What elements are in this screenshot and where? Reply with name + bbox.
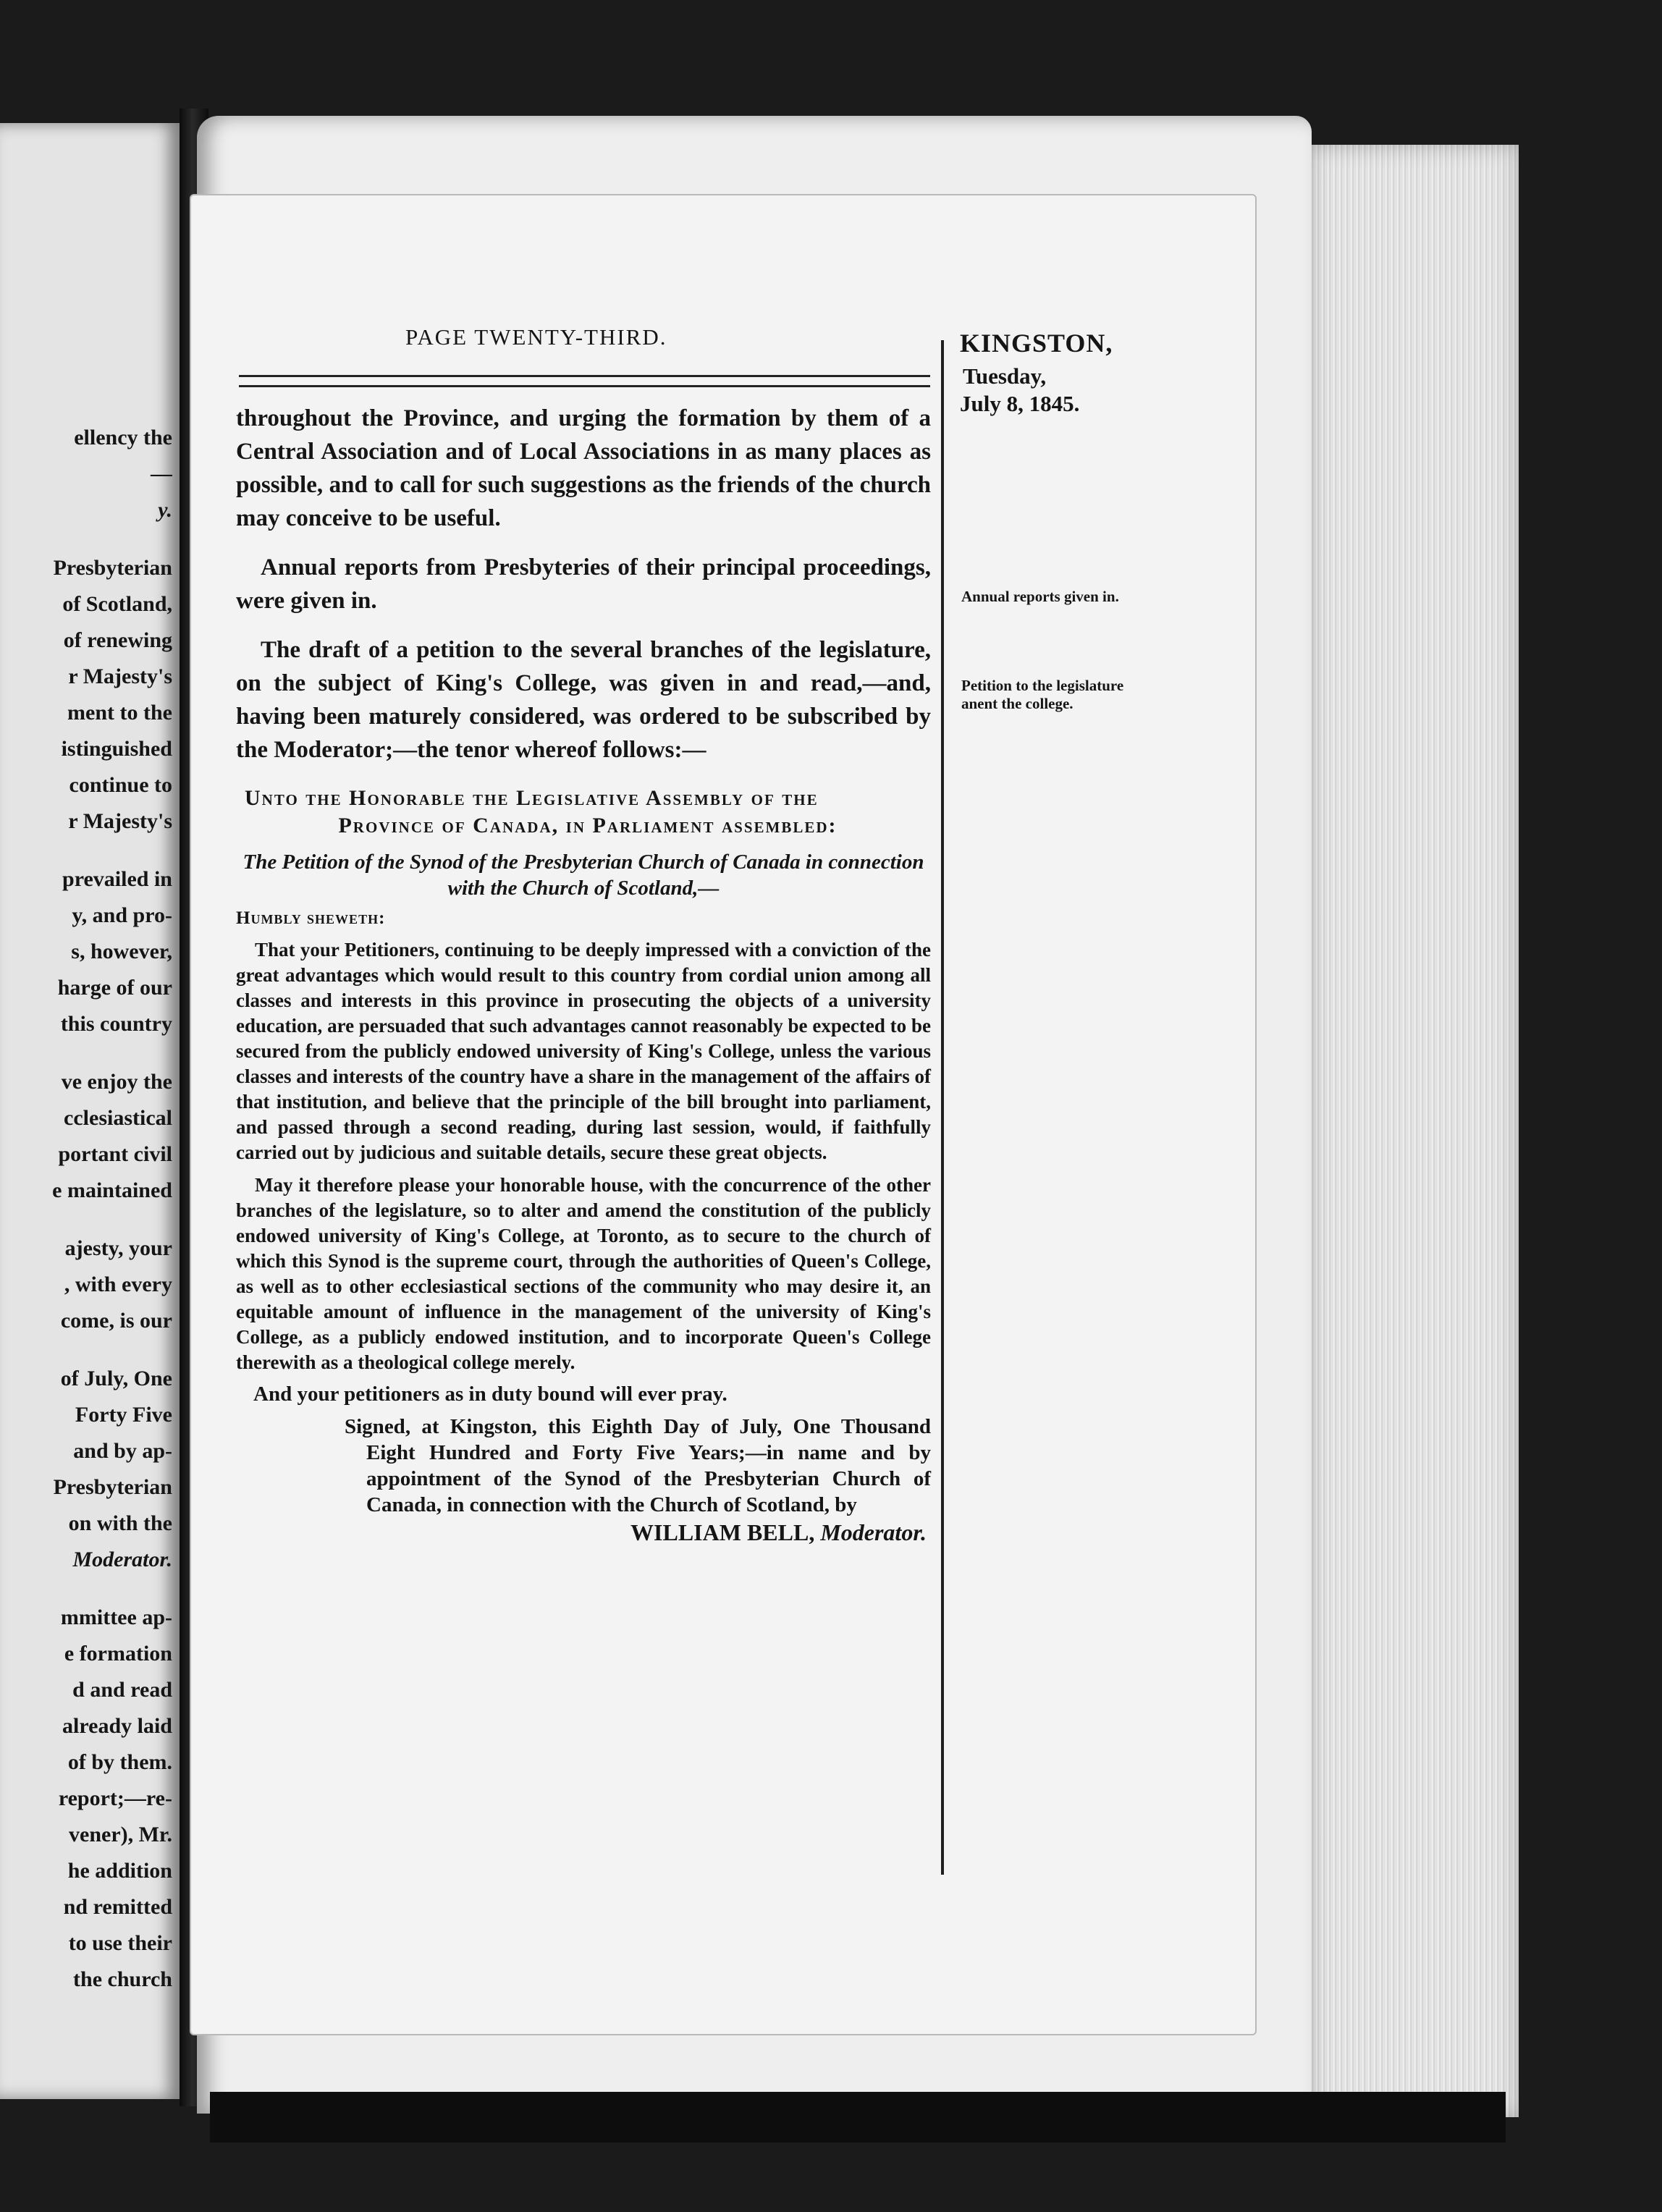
date-heading [960,329,1177,418]
left-page-line: istinguished [61,737,172,761]
moderator-signature [236,1519,931,1546]
petition-address [236,785,931,839]
left-page-paragraph-gap [0,1578,172,1600]
left-page-line: harge of our [57,976,172,1000]
head-double-rule [239,375,930,387]
left-page-line: to use their [68,1931,172,1955]
left-page-paragraph-gap [0,1042,172,1064]
paragraph-annual-reports: Annual reports from Presbyteries of their principal proceedings, were given in. [236,554,931,614]
signature-name: WILLIAM BELL, [630,1519,815,1545]
left-page-line: e maintained [52,1178,172,1202]
left-page-line: nd remitted [63,1895,172,1919]
left-page-line: Presbyterian [53,556,172,580]
running-head: PAGE TWENTY-THIRD. [405,324,667,350]
left-page-line: Presbyterian [53,1475,172,1499]
date-heading-date: July 8, 1845. [960,391,1080,416]
left-page-line: this country [60,1012,172,1036]
address-line-2: Province of Canada, in Parliament assembled: [338,814,838,837]
left-page-line: cclesiastical [64,1106,172,1130]
page-edges [1309,145,1519,2117]
left-page-paragraph-gap [0,1339,172,1361]
left-page-line: report;—re- [58,1786,172,1810]
petition-title: The Petition of the Synod of the Presbyterian Church of Canada in connection with the Church of Scotland,— [242,850,924,900]
left-page-line: come, is our [60,1309,172,1333]
petition-prayer: And your petitioners as in duty bound will ever pray. [253,1382,727,1406]
left-facing-page [0,123,180,2099]
left-page-line: ment to the [67,701,172,725]
paragraph-central-association: throughout the Province, and urging the formation by them of a Central Association and of Local Associations in as many places as possible, and to call for such suggestions as the friends of the church may conceive to be useful. [236,405,931,531]
left-page-line: he addition [67,1859,172,1883]
left-page-line: s, however, [71,940,172,963]
bottom-shadow [210,2092,1506,2143]
left-page-line: ve enjoy the [61,1070,172,1094]
left-page-line: portant civil [58,1142,172,1166]
left-page-line: vener), Mr. [69,1823,172,1846]
left-page-line: of Scotland, [62,592,172,616]
left-page-line: on with the [68,1511,172,1535]
left-page-line: y, and pro- [72,903,172,927]
date-heading-day: Tuesday, [963,363,1047,389]
left-page-line: the church [73,1967,172,1991]
left-page-line: of by them. [67,1750,172,1774]
left-page-line: Moderator. [72,1548,172,1571]
left-page-line: ajesty, your [64,1236,172,1260]
left-page-line: r Majesty's [68,809,172,833]
left-page-line: , with every [64,1272,172,1296]
left-page-line: — [151,462,172,486]
signing-statement: Signed, at Kingston, this Eighth Day of July, One Thousand Eight Hundred and Forty Five Years;—in name and by appointment of the Synod of the Presbyterian Church of Canada, in connection with the Church of Scotland, by [345,1415,931,1516]
margin-note-petition: Petition to the legislature anent the college. [961,677,1124,712]
left-page-line: e formation [64,1642,172,1666]
address-line-1: Unto the Honorable the Legislative Assembly of the [245,786,819,810]
left-page-paragraph-gap [0,840,172,861]
main-text-column [236,402,931,1546]
petition-paragraph-2: May it therefore please your honorable house, with the concurrence of the other branches of the legislature, so to alter and amend the constitution of the publicly endowed university of King's College, at Toronto, as to secure to the church of which this Synod is the supreme court, through the authorities of Queen's College, as well as to other ecclesiastical sections of the community who may desire it, an equitable amount of influence in the management of the university of King's College, as a publicly endowed institution, and to incorporate Queen's College therewith as a theological college merely. [236,1174,931,1373]
left-page-line: Forty Five [75,1403,172,1427]
left-page-line: r Majesty's [68,664,172,688]
left-page-line: mmittee ap- [60,1605,172,1629]
signature-title: Moderator. [820,1519,927,1545]
left-page-line: y. [158,498,172,522]
left-page-paragraph-gap [0,528,172,550]
petition-salutation: Humbly sheweth: [236,908,386,928]
left-page-line: of renewing [63,628,172,652]
left-page-line: continue to [69,773,172,797]
left-page-line: and by ap- [73,1439,172,1463]
left-page-paragraph-gap [0,1209,172,1230]
left-page-line: d and read [72,1678,172,1702]
left-page-line: already laid [62,1714,172,1738]
margin-note-annual-reports: Annual reports given in. [961,588,1119,605]
column-divider-rule [941,340,944,1875]
petition-paragraph-1: That your Petitioners, continuing to be deeply impressed with a conviction of the great advantages which would result to this country from cordial union among all classes and interests in this province in prosecuting the objects of a university education, are persuaded that such advantages cannot reasonably be expected to be secured from the publicly endowed university of King's College, unless the various classes and interests of the country have a share in the management of the affairs of that institution, and believe that the principle of the bill brought into parliament, and passed through a second reading, during last session, would, if faithfully carried out by judicious and suitable details, secure these great objects. [236,939,931,1163]
left-page-line: of July, One [60,1367,172,1390]
left-page-text-column [0,420,172,1998]
paragraph-petition-draft: The draft of a petition to the several branches of the legislature, on the subject of King's College, was given in and read,—and, having been maturely considered, was ordered to be subscribed by the Moderator;—the tenor whereof follows:— [236,637,931,763]
left-page-line: ellency the [74,426,172,449]
date-heading-city: KINGSTON, [960,329,1113,358]
left-page-line: prevailed in [62,867,172,891]
